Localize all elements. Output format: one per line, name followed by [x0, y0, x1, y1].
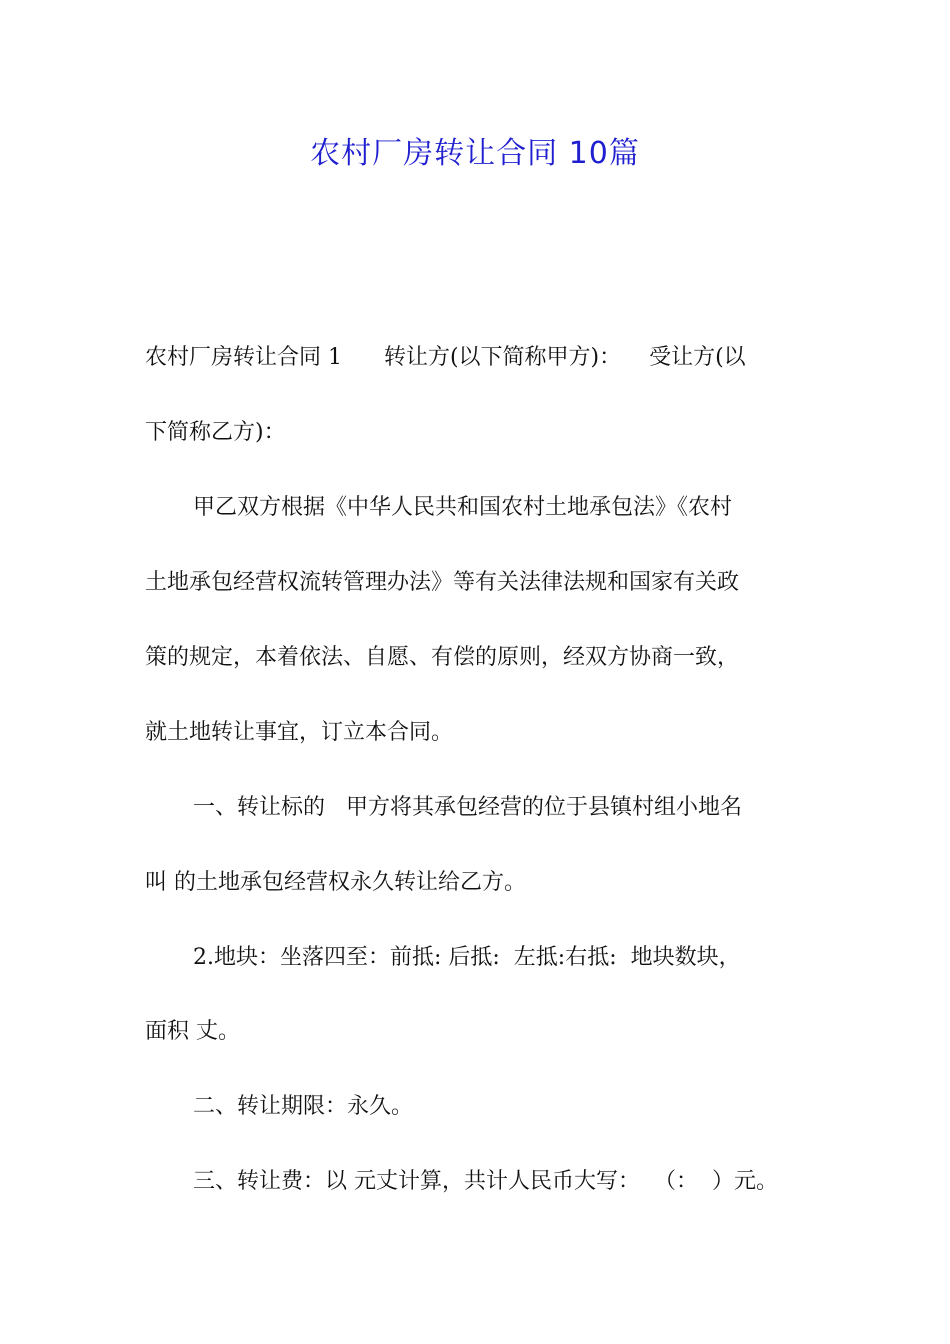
paragraph-line-8: 叫 的土地承包经营权永久转让给乙方。 [145, 870, 526, 895]
paragraph-line-7: 一、转让标的 甲方将其承包经营的位于县镇村组小地名 [193, 795, 742, 820]
document-title: 农村厂房转让合同 10篇 [310, 136, 640, 171]
paragraph-line-6: 就土地转让事宜，订立本合同。 [145, 720, 454, 745]
paragraph-line-12: 三、转让费：以 元丈计算，共计人民币大写： （： ）元。 [193, 1169, 778, 1194]
paragraph-line-2: 下简称乙方)： [145, 420, 286, 445]
paragraph-line-11: 二、转让期限：永久。 [193, 1094, 414, 1119]
paragraph-line-9: 2.地块：坐落四至：前抵: 后抵: 左抵:右抵: 地块数块， [193, 945, 741, 970]
paragraph-line-3: 甲乙双方根据《中华人民共和国农村土地承包法》《农村 [193, 495, 733, 520]
paragraph-line-1: 农村厂房转让合同 1 转让方(以下简称甲方)： 受让方(以 [145, 345, 746, 370]
paragraph-line-4: 土地承包经营权流转管理办法》等有关法律法规和国家有关政 [145, 570, 740, 595]
paragraph-line-10: 面积 丈。 [145, 1019, 240, 1044]
paragraph-line-5: 策的规定，本着依法、自愿、有偿的原则，经双方协商一致， [145, 645, 740, 670]
